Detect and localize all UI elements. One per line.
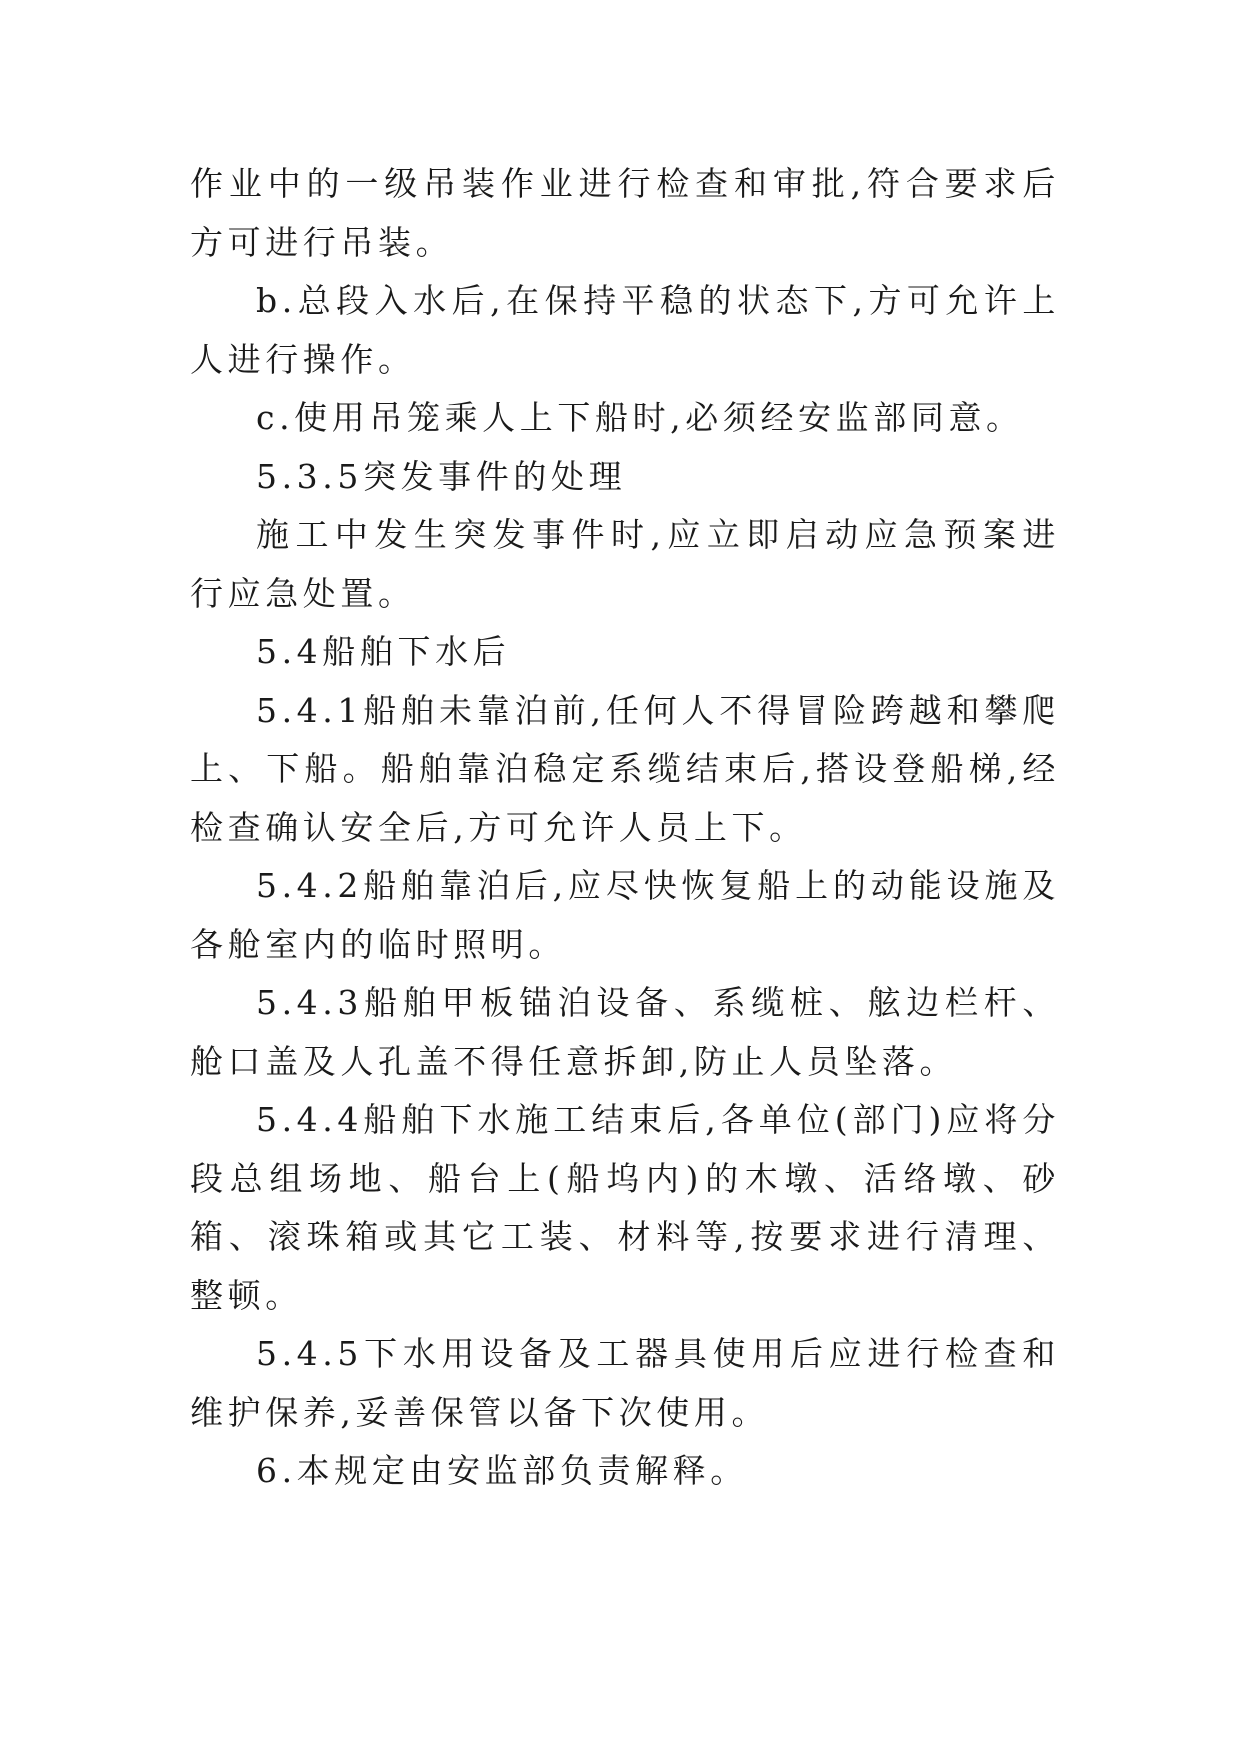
document-body xyxy=(190,155,1060,1501)
section-heading: 5.3.5突发事件的处理 xyxy=(256,456,627,496)
paragraph: 5.4.2船舶靠泊后,应尽快恢复船上的动能设施及各舱室内的临时照明。 xyxy=(190,866,1060,964)
paragraph: 5.4.1船舶未靠泊前,任何人不得冒险跨越和攀爬上、下船。船舶靠泊稳定系缆结束后,搭设登船梯,经检查确认安全后,方可允许人员上下。 xyxy=(190,690,1060,847)
section-heading: 5.4船舶下水后 xyxy=(256,632,511,671)
paragraph: 5.4.4船舶下水施工结束后,各单位(部门)应将分段总组场地、船台上(船坞内)的木墩、活络墩、砂箱、滚珠箱或其它工装、材料等,按要求进行清理、整顿。 xyxy=(190,1100,1060,1315)
paragraph: 施工中发生突发事件时,应立即启动应急预案进行应急处置。 xyxy=(190,515,1060,613)
paragraph: 6.本规定由安监部负责解释。 xyxy=(256,1451,748,1490)
paragraph: 5.4.3船舶甲板锚泊设备、系缆桩、舷边栏杆、舱口盖及人孔盖不得任意拆卸,防止人员坠落。 xyxy=(190,983,1060,1081)
paragraph: b.总段入水后,在保持平稳的状态下,方可允许上人进行操作。 xyxy=(190,281,1060,379)
paragraph: c.使用吊笼乘人上下船时,必须经安监部同意。 xyxy=(256,398,1024,437)
paragraph: 作业中的一级吊装作业进行检查和审批,符合要求后方可进行吊装。 xyxy=(190,164,1060,262)
paragraph: 5.4.5下水用设备及工器具使用后应进行检查和维护保养,妥善保管以备下次使用。 xyxy=(190,1334,1060,1432)
